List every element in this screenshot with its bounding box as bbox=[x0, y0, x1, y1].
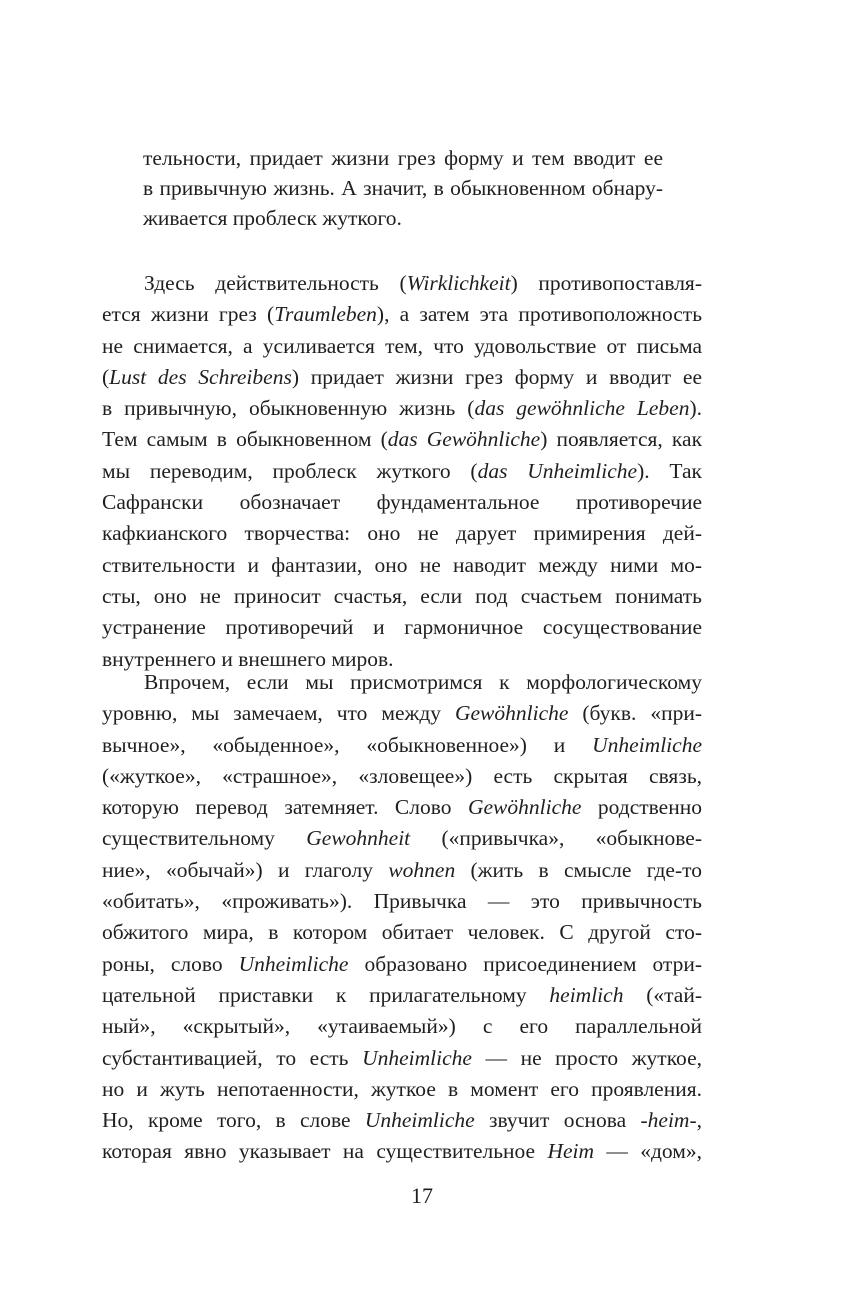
text-line bbox=[102, 1074, 702, 1105]
text-line bbox=[102, 917, 702, 948]
text-segment: существительному bbox=[102, 826, 307, 851]
text-line bbox=[102, 667, 702, 698]
text-line bbox=[102, 331, 702, 362]
text-segment: в привычную, обыкновенную жизнь ( bbox=[102, 396, 475, 421]
italic-term: Unheimliche bbox=[364, 1108, 475, 1133]
italic-term: Traumleben bbox=[274, 302, 377, 327]
text-segment: но и жуть непотаенности, жуткое в момент его проявления. bbox=[102, 1076, 702, 1101]
text-segment: внутреннего и внешнего миров. bbox=[102, 646, 394, 671]
text-line bbox=[102, 730, 702, 761]
text-segment: кафкианского творчества: оно не дарует примирения дей- bbox=[102, 521, 702, 546]
text-segment: которую перевод затемняет. Слово bbox=[102, 795, 468, 820]
text-line bbox=[102, 424, 702, 455]
quote-line: в привычную жизнь. А значит, в обыкновенном обнару- bbox=[143, 176, 663, 200]
text-line bbox=[102, 518, 702, 549]
text-segment: ). bbox=[689, 396, 702, 421]
text-line bbox=[102, 761, 702, 792]
text-line bbox=[102, 823, 702, 854]
paragraph-2 bbox=[102, 667, 702, 1168]
text-segment: Здесь действительность ( bbox=[144, 271, 407, 295]
text-segment: ствительности и фантазии, оно не наводит между ними мо- bbox=[102, 552, 702, 577]
text-segment: ется жизни грез ( bbox=[102, 302, 275, 327]
text-segment: ). Так bbox=[637, 458, 702, 483]
text-segment: цательной приставки к прилагательному bbox=[102, 982, 550, 1007]
text-line bbox=[102, 612, 702, 643]
text-segment: родственно bbox=[581, 795, 702, 820]
text-line bbox=[102, 698, 702, 729]
text-segment: обжитого мира, в котором обитает человек. С другой сто- bbox=[102, 920, 702, 945]
italic-term: Unheimliche bbox=[238, 951, 349, 976]
italic-term: Unheimliche bbox=[362, 1045, 472, 1070]
italic-term: Gewöhnliche bbox=[454, 701, 569, 726]
text-line bbox=[102, 1105, 702, 1136]
text-line bbox=[102, 980, 702, 1011]
text-segment: ) придает жизни грез форму и вводит ее bbox=[291, 364, 702, 389]
text-segment: Впрочем, если мы присмотримся к морфологическому bbox=[144, 670, 702, 694]
text-line bbox=[102, 487, 702, 518]
text-segment: сты, оно не приносит счастья, если под счастьем понимать bbox=[102, 583, 702, 608]
text-segment: звучит основа bbox=[474, 1108, 641, 1133]
text-line bbox=[102, 1043, 702, 1074]
italic-term: das Gewöhnliche bbox=[387, 427, 541, 452]
text-line bbox=[102, 550, 702, 581]
text-line bbox=[102, 1136, 702, 1167]
italic-term: Gewohnheit bbox=[306, 826, 411, 851]
text-line bbox=[102, 362, 702, 393]
italic-term: Gewöhnliche bbox=[467, 795, 582, 820]
quote-line: тельности, придает жизни грез форму и тем вводит ее bbox=[143, 146, 663, 170]
text-line bbox=[102, 299, 702, 330]
text-segment: («жуткое», «страшное», «зловещее») есть скрытая связь, bbox=[102, 763, 702, 788]
text-segment: ) противопоставля- bbox=[510, 271, 702, 295]
text-line bbox=[102, 886, 702, 917]
text-segment: Сафрански обозначает фундаментальное противоречие bbox=[102, 490, 702, 515]
text-segment: — «дом», bbox=[594, 1139, 702, 1164]
text-line bbox=[102, 456, 702, 487]
text-segment: не снимается, а усиливается тем, что удовольствие от письма bbox=[102, 333, 702, 358]
text-line bbox=[102, 268, 702, 299]
text-segment: роны, слово bbox=[102, 951, 239, 976]
text-segment: (букв. «при- bbox=[568, 701, 702, 726]
italic-term: heimlich bbox=[549, 982, 624, 1007]
text-segment: Но, кроме того, в слове bbox=[102, 1108, 365, 1133]
paragraph-1 bbox=[102, 268, 702, 675]
text-line bbox=[102, 949, 702, 980]
text-segment: ный», «скрытый», «утаиваемый») с его параллельной bbox=[102, 1014, 702, 1039]
text-segment: («привычка», «обыкнове- bbox=[410, 826, 702, 851]
text-segment: субстантивацией, то есть bbox=[102, 1045, 363, 1070]
text-line bbox=[102, 1011, 702, 1042]
text-segment: «обитать», «проживать»). Привычка — это привычность bbox=[102, 889, 702, 914]
text-line bbox=[102, 393, 702, 424]
text-segment: Тем самым в обыкновенном ( bbox=[102, 427, 388, 452]
italic-term: das Unheimliche bbox=[477, 458, 638, 483]
text-segment: , bbox=[696, 1108, 702, 1133]
text-segment: («тай- bbox=[623, 982, 703, 1007]
text-segment: уровню, мы замечаем, что между bbox=[102, 701, 455, 726]
italic-term: -heim- bbox=[640, 1108, 697, 1133]
text-segment: устранение противоречий и гармоничное сосуществование bbox=[102, 615, 702, 640]
text-line bbox=[102, 855, 702, 886]
text-segment: вычное», «обыденное», «обыкновенное») и bbox=[102, 732, 593, 757]
text-segment: которая явно указывает на существительное bbox=[102, 1139, 548, 1164]
text-segment: ние», «обычай») и глаголу bbox=[102, 857, 389, 882]
text-line bbox=[102, 581, 702, 612]
italic-term: wohnen bbox=[388, 857, 456, 882]
page-number: 17 bbox=[411, 1183, 433, 1208]
quote-line: живается проблеск жуткого. bbox=[143, 206, 402, 230]
text-segment: образовано присоединением отри- bbox=[348, 951, 702, 976]
italic-term: Heim bbox=[547, 1139, 595, 1164]
block-quote bbox=[143, 143, 663, 233]
text-line bbox=[102, 792, 702, 823]
text-segment: — не просто жуткое, bbox=[471, 1045, 702, 1070]
text-segment: (жить в смысле где-то bbox=[455, 857, 702, 882]
text-segment: ( bbox=[102, 364, 110, 389]
italic-term: das gewöhnliche Leben bbox=[474, 396, 690, 421]
italic-term: Lust des Schreibens bbox=[109, 364, 292, 389]
text-segment: ) появляется, как bbox=[540, 427, 703, 452]
italic-term: Unheimliche bbox=[592, 732, 702, 757]
text-segment: мы переводим, проблеск жуткого ( bbox=[102, 458, 478, 483]
italic-term: Wirklichkeit bbox=[406, 271, 511, 295]
text-segment: ), а затем эта противоположность bbox=[376, 302, 703, 327]
